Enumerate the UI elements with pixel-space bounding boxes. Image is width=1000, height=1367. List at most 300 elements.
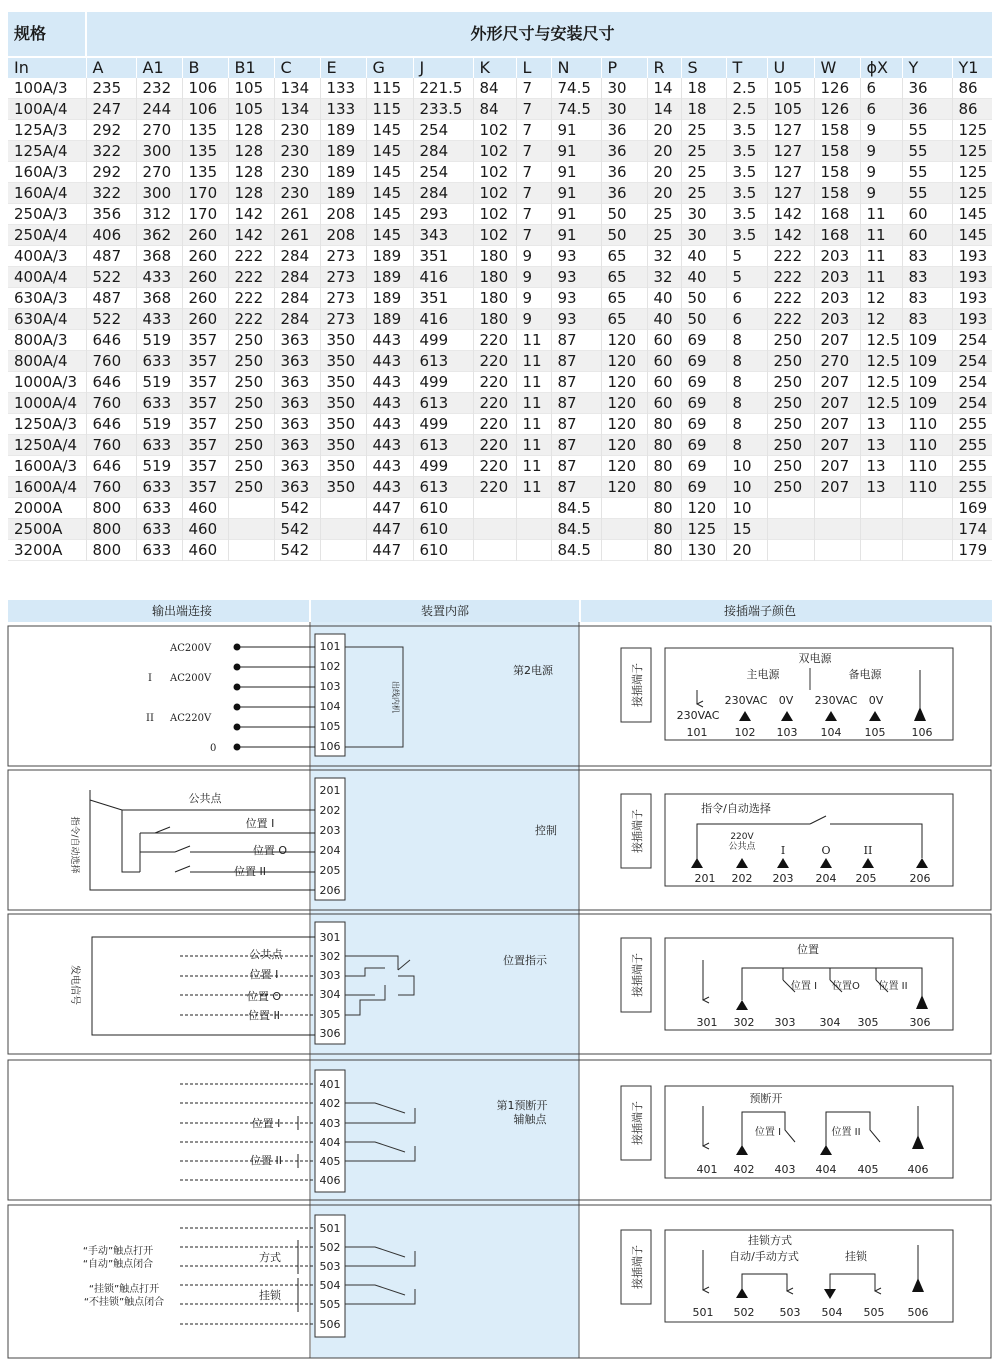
spec-header: 规格: [8, 12, 86, 57]
wiring-header: [8, 600, 992, 622]
table-cell: 133: [320, 78, 366, 99]
table-cell: 91: [551, 141, 601, 162]
table-cell: 254: [952, 393, 992, 414]
table-cell: 3.5: [726, 204, 767, 225]
table-title: 外形尺寸与安装尺寸: [86, 12, 992, 57]
table-cell: [601, 498, 647, 519]
table-cell: 12.5: [860, 372, 902, 393]
table-cell: 610: [413, 519, 473, 540]
table-cell: 142: [228, 204, 274, 225]
table-cell: 126: [814, 99, 860, 120]
table-cell: 519: [136, 456, 182, 477]
table-cell: 18: [681, 78, 726, 99]
table-cell: 6: [860, 78, 902, 99]
right-title-3: 位置: [797, 943, 819, 956]
table-cell: 135: [182, 141, 228, 162]
right-term-505: 505: [863, 1306, 885, 1319]
right-term-305: 305: [857, 1016, 879, 1029]
table-cell: [601, 519, 647, 540]
table-row: [8, 372, 992, 393]
table-cell: 86: [952, 78, 992, 99]
right-term-203: 203: [772, 872, 794, 885]
table-row: [8, 267, 992, 288]
table-cell: 93: [551, 246, 601, 267]
triangle-106: [914, 707, 926, 721]
table-cell: 207: [814, 330, 860, 351]
table-cell: 14: [647, 78, 681, 99]
table-cell: 633: [136, 351, 182, 372]
table-cell: 145: [366, 120, 413, 141]
table-cell: 443: [366, 456, 413, 477]
terminal-404: 404: [319, 1136, 341, 1149]
table-cell: 36: [601, 141, 647, 162]
table-row: [8, 246, 992, 267]
table-cell: [516, 519, 551, 540]
terminal-106: 106: [319, 740, 341, 753]
table-cell: 189: [366, 288, 413, 309]
right-term-205: 205: [855, 872, 877, 885]
table-cell: 292: [86, 120, 136, 141]
table-cell: 250: [228, 330, 274, 351]
table-cell: 145: [952, 204, 992, 225]
table-cell: 8: [726, 393, 767, 414]
table-cell: 189: [366, 267, 413, 288]
table-cell: 87: [551, 351, 601, 372]
left-l4-5: “不挂锁”触点闭合: [83, 1297, 165, 1308]
table-cell: 80: [647, 414, 681, 435]
table-row: [8, 141, 992, 162]
table-cell: 13: [860, 456, 902, 477]
table-row: [8, 183, 992, 204]
table-cell: 433: [136, 309, 182, 330]
right-term-501: 501: [692, 1306, 714, 1319]
table-cell: 9: [860, 141, 902, 162]
table-cell: 363: [274, 372, 320, 393]
table-cell: 134: [274, 78, 320, 99]
column-header: J: [413, 57, 473, 78]
table-cell: 254: [952, 372, 992, 393]
table-cell: 460: [182, 519, 228, 540]
table-cell: 499: [413, 372, 473, 393]
table-cell: 126: [814, 78, 860, 99]
table-cell: 250A/4: [8, 225, 86, 246]
right-v4: 0V: [868, 694, 884, 707]
right-ii-2: II: [863, 844, 873, 857]
column-header: U: [767, 57, 814, 78]
left-pos1-3: 位置 I: [249, 968, 279, 981]
table-row: [8, 309, 992, 330]
table-cell: 32: [647, 267, 681, 288]
table-cell: 9: [860, 162, 902, 183]
table-cell: 760: [86, 435, 136, 456]
table-cell: 222: [767, 267, 814, 288]
table-cell: 125: [952, 162, 992, 183]
table-cell: 158: [814, 120, 860, 141]
table-cell: 160A/4: [8, 183, 86, 204]
table-cell: 91: [551, 183, 601, 204]
table-body: [8, 78, 992, 561]
table-cell: 273: [320, 246, 366, 267]
terminal-306: 306: [319, 1027, 341, 1040]
table-cell: 250: [228, 351, 274, 372]
right-p2-3: 位置 II: [878, 981, 908, 992]
table-cell: 7: [516, 141, 551, 162]
table-cell: 125A/4: [8, 141, 86, 162]
table-cell: [814, 519, 860, 540]
table-cell: 270: [136, 162, 182, 183]
table-cell: 260: [182, 309, 228, 330]
table-row: [8, 435, 992, 456]
right-term-504: 504: [821, 1306, 843, 1319]
table-cell: [320, 498, 366, 519]
column-header: A: [86, 57, 136, 78]
table-cell: [860, 519, 902, 540]
terminal-label-1: 接插端子: [631, 663, 644, 707]
internal-vlabel-1: 出线内机: [391, 681, 400, 713]
right-v3: 230VAC: [814, 694, 858, 707]
left-pos2-3: 位置 II: [248, 1009, 280, 1022]
table-cell: 120: [601, 372, 647, 393]
table-cell: 106: [182, 78, 228, 99]
table-cell: 2.5: [726, 78, 767, 99]
table-cell: 250: [767, 351, 814, 372]
right-term-101: 101: [686, 726, 708, 739]
table-cell: 9: [516, 309, 551, 330]
table-cell: 8: [726, 372, 767, 393]
table-cell: 100A/4: [8, 99, 86, 120]
table-cell: 220: [473, 330, 516, 351]
left-pos1-4: 位置 I: [251, 1117, 281, 1130]
label-ac3: AC220V: [170, 713, 212, 724]
table-cell: [767, 519, 814, 540]
table-cell: 11: [516, 393, 551, 414]
left-l1-5: “手动”触点打开: [82, 1246, 154, 1257]
column-header: A1: [136, 57, 182, 78]
table-cell: 134: [274, 99, 320, 120]
table-cell: 86: [952, 99, 992, 120]
table-row: [8, 225, 992, 246]
table-cell: 443: [366, 414, 413, 435]
terminal-502: 502: [319, 1241, 341, 1254]
table-cell: 222: [228, 246, 274, 267]
table-cell: 93: [551, 309, 601, 330]
table-cell: 254: [413, 162, 473, 183]
table-cell: 60: [902, 225, 952, 246]
table-cell: 128: [228, 183, 274, 204]
table-cell: 189: [366, 246, 413, 267]
table-cell: 11: [516, 456, 551, 477]
table-cell: 363: [274, 414, 320, 435]
table-cell: 120: [601, 393, 647, 414]
table-cell: 145: [366, 141, 413, 162]
table-cell: 519: [136, 372, 182, 393]
table-cell: 170: [182, 204, 228, 225]
table-cell: 10: [726, 456, 767, 477]
table-cell: 14: [647, 99, 681, 120]
column-header: W: [814, 57, 860, 78]
table-cell: 1250A/3: [14, 415, 78, 433]
table-cell: 760: [86, 393, 136, 414]
table-cell: 613: [413, 351, 473, 372]
right-title-1: 双电源: [798, 652, 832, 665]
table-cell: 1000A/3: [14, 373, 78, 391]
table-cell: 20: [647, 162, 681, 183]
table-cell: 499: [413, 456, 473, 477]
table-cell: 255: [952, 414, 992, 435]
table-cell: 542: [274, 540, 320, 561]
table-cell: 115: [366, 99, 413, 120]
table-cell: [814, 498, 860, 519]
table-cell: 11: [516, 330, 551, 351]
table-cell: 261: [274, 204, 320, 225]
table-cell: 127: [767, 141, 814, 162]
table-cell: 87: [551, 393, 601, 414]
table-cell: 30: [681, 225, 726, 246]
table-cell: 357: [182, 393, 228, 414]
table-cell: 120: [601, 330, 647, 351]
table-cell: 499: [413, 330, 473, 351]
table-cell: 350: [320, 393, 366, 414]
right-term-303: 303: [774, 1016, 796, 1029]
internal-column-bg: [311, 622, 579, 1358]
table-row: [8, 498, 992, 519]
terminal-205: 205: [319, 864, 341, 877]
table-cell: 180: [473, 246, 516, 267]
table-cell: 222: [767, 309, 814, 330]
table-cell: 6: [726, 309, 767, 330]
table-cell: 105: [767, 99, 814, 120]
table-cell: 233.5: [413, 99, 473, 120]
table-cell: 11: [860, 225, 902, 246]
table-cell: 633: [136, 519, 182, 540]
left-mode-5: 方式: [259, 1251, 281, 1264]
table-cell: 255: [952, 435, 992, 456]
table-cell: 11: [860, 246, 902, 267]
column-header: In: [8, 57, 86, 78]
table-cell: 102: [473, 141, 516, 162]
table-cell: 9: [516, 267, 551, 288]
table-cell: 145: [366, 183, 413, 204]
table-cell: [767, 498, 814, 519]
right-term-104: 104: [820, 726, 842, 739]
table-cell: 357: [182, 372, 228, 393]
table-cell: 350: [320, 351, 366, 372]
table-cell: 499: [413, 414, 473, 435]
right-p0-3: 位置O: [832, 981, 860, 992]
table-cell: 25: [681, 183, 726, 204]
table-cell: 83: [902, 288, 952, 309]
left-pos1-2: 位置 I: [245, 817, 275, 830]
right-sub2-5: 挂锁: [845, 1250, 867, 1263]
right-p1-4: 位置 I: [754, 1127, 782, 1138]
table-cell: 127: [767, 120, 814, 141]
table-cell: 208: [320, 225, 366, 246]
table-cell: 260: [182, 225, 228, 246]
table-cell: 169: [952, 498, 992, 519]
table-cell: 5: [726, 267, 767, 288]
left-l2-5: “自动”触点闭合: [82, 1259, 154, 1270]
table-cell: 158: [814, 183, 860, 204]
table-cell: [516, 498, 551, 519]
right-term-304: 304: [819, 1016, 841, 1029]
table-cell: 610: [413, 540, 473, 561]
table-cell: 250: [228, 477, 274, 498]
table-cell: 60: [647, 372, 681, 393]
table-cell: 254: [952, 330, 992, 351]
table-cell: 222: [767, 246, 814, 267]
table-cell: 84: [473, 78, 516, 99]
table-cell: 189: [320, 120, 366, 141]
table-cell: [902, 519, 952, 540]
terminal-503: 503: [319, 1260, 341, 1273]
right-term-206: 206: [909, 872, 931, 885]
table-cell: 1250A/4: [8, 435, 86, 456]
table-cell: 127: [767, 162, 814, 183]
table-cell: 3200A: [14, 541, 63, 559]
table-cell: 84: [473, 99, 516, 120]
right-term-202: 202: [731, 872, 753, 885]
table-cell: 646: [86, 456, 136, 477]
table-cell: 300: [136, 141, 182, 162]
table-row: [8, 204, 992, 225]
internal-title-4b: 辅触点: [513, 1113, 547, 1126]
table-cell: 91: [551, 225, 601, 246]
table-cell: 25: [681, 120, 726, 141]
table-cell: 84.5: [551, 519, 601, 540]
table-cell: 5: [726, 246, 767, 267]
table-row: [8, 99, 992, 120]
left-vlabel-3: 发电信号: [69, 965, 80, 1005]
table-cell: 80: [647, 540, 681, 561]
right-term-301: 301: [696, 1016, 718, 1029]
column-header: E: [320, 57, 366, 78]
terminal-204: 204: [319, 844, 341, 857]
table-cell: 250: [228, 456, 274, 477]
table-cell: 189: [320, 183, 366, 204]
table-cell: 74.5: [551, 78, 601, 99]
table-cell: 221.5: [413, 78, 473, 99]
table-cell: 220: [473, 435, 516, 456]
table-cell: 250: [228, 414, 274, 435]
table-row: [8, 414, 992, 435]
right-term-403: 403: [774, 1163, 796, 1176]
table-cell: 220: [473, 351, 516, 372]
table-cell: 13: [860, 477, 902, 498]
label-roman-ii: II: [146, 713, 154, 724]
table-cell: 222: [228, 288, 274, 309]
table-cell: 247: [86, 99, 136, 120]
table-cell: 203: [814, 288, 860, 309]
table-cell: 87: [551, 330, 601, 351]
table-cell: 65: [601, 246, 647, 267]
left-pos2-4: 位置 II: [250, 1154, 282, 1167]
table-cell: 102: [473, 204, 516, 225]
table-cell: 8: [726, 435, 767, 456]
table-cell: 60: [902, 204, 952, 225]
table-cell: 20: [647, 141, 681, 162]
table-cell: 363: [274, 477, 320, 498]
terminal-206: 206: [319, 884, 341, 897]
table-row: [8, 120, 992, 141]
table-cell: 250: [228, 372, 274, 393]
table-cell: 254: [413, 120, 473, 141]
table-cell: 105: [228, 78, 274, 99]
right-p1-3: 位置 I: [790, 981, 818, 992]
table-cell: 11: [516, 414, 551, 435]
table-cell: 357: [182, 351, 228, 372]
table-cell: 208: [320, 204, 366, 225]
table-cell: 350: [320, 414, 366, 435]
table-cell: 230: [274, 183, 320, 204]
left-pos2-2: 位置 II: [234, 865, 266, 878]
table-cell: 127: [767, 183, 814, 204]
table-cell: 135: [182, 162, 228, 183]
table-cell: 3.5: [726, 141, 767, 162]
terminal-201: 201: [319, 784, 341, 797]
table-cell: 322: [86, 141, 136, 162]
table-cell: 406: [86, 225, 136, 246]
right-term-502: 502: [733, 1306, 755, 1319]
table-cell: 30: [601, 99, 647, 120]
table-cell: 120: [601, 456, 647, 477]
table-cell: 145: [366, 204, 413, 225]
table-row: [8, 78, 992, 99]
table-cell: [814, 540, 860, 561]
table-cell: 180: [473, 288, 516, 309]
table-cell: [320, 540, 366, 561]
table-cell: 142: [228, 225, 274, 246]
table-cell: 363: [274, 393, 320, 414]
table-cell: 250: [767, 414, 814, 435]
right-term-103: 103: [776, 726, 798, 739]
right-title-4: 预断开: [749, 1092, 783, 1105]
table-cell: 36: [601, 120, 647, 141]
table-cell: [473, 519, 516, 540]
table-cell: 110: [902, 477, 952, 498]
table-cell: 250: [228, 435, 274, 456]
table-cell: 25: [681, 141, 726, 162]
triangle-104: [825, 711, 837, 721]
table-cell: 273: [320, 288, 366, 309]
table-cell: 12: [860, 309, 902, 330]
terminal-406: 406: [319, 1174, 341, 1187]
terminal-102: 102: [319, 660, 341, 673]
table-cell: 460: [182, 540, 228, 561]
table-cell: 400A/4: [8, 267, 86, 288]
table-cell: 120: [601, 414, 647, 435]
label-zero: 0: [210, 743, 217, 754]
table-cell: 350: [320, 372, 366, 393]
table-cell: [860, 498, 902, 519]
table-cell: 350: [320, 435, 366, 456]
terminal-105: 105: [319, 720, 341, 733]
table-cell: 105: [767, 78, 814, 99]
terminal-101: 101: [319, 640, 341, 653]
table-cell: 443: [366, 393, 413, 414]
left-vlabel-2: 指令/自动选择: [69, 816, 79, 874]
table-cell: 443: [366, 477, 413, 498]
table-cell: 30: [601, 78, 647, 99]
table-cell: [228, 540, 274, 561]
table-cell: 487: [86, 288, 136, 309]
table-cell: 203: [814, 246, 860, 267]
left-lock-5: 挂锁: [259, 1289, 281, 1302]
table-cell: 357: [182, 477, 228, 498]
column-header: N: [551, 57, 601, 78]
table-cell: 220: [473, 414, 516, 435]
table-cell: 3.5: [726, 225, 767, 246]
table-cell: 60: [647, 351, 681, 372]
